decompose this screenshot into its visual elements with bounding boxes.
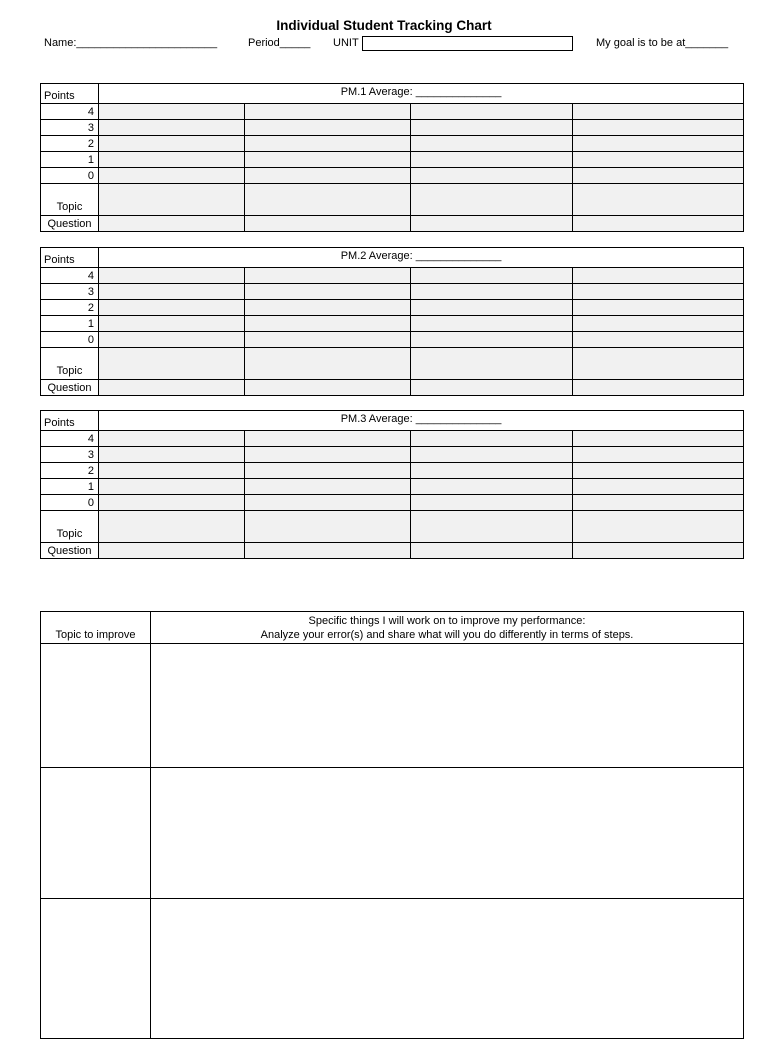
question-label: Question <box>41 216 99 232</box>
points-header: Points <box>41 411 99 431</box>
score-cell[interactable] <box>245 495 411 511</box>
improve-plan-cell[interactable] <box>151 899 744 1039</box>
score-cell[interactable] <box>99 479 245 495</box>
score-cell[interactable] <box>99 104 245 120</box>
question-cell[interactable] <box>245 380 411 396</box>
question-label: Question <box>41 543 99 559</box>
specific-header-line1: Specific things I will work on to improve my performance: <box>308 615 586 627</box>
level-label: 3 <box>41 447 99 463</box>
score-cell[interactable] <box>99 152 245 168</box>
score-cell[interactable] <box>573 120 744 136</box>
level-label: 2 <box>41 463 99 479</box>
score-cell[interactable] <box>411 284 573 300</box>
pm2-average-heading: PM.2 Average: ______________ <box>99 248 744 268</box>
pm3-average-heading: PM.3 Average: ______________ <box>99 411 744 431</box>
question-cell[interactable] <box>573 543 744 559</box>
unit-label: UNIT <box>333 37 359 49</box>
improve-topic-cell[interactable] <box>41 768 151 899</box>
score-cell[interactable] <box>411 104 573 120</box>
score-cell[interactable] <box>245 332 411 348</box>
topic-label: Topic <box>41 348 99 380</box>
score-cell[interactable] <box>245 104 411 120</box>
topic-cell[interactable] <box>245 511 411 543</box>
score-cell[interactable] <box>245 168 411 184</box>
score-cell[interactable] <box>99 447 245 463</box>
score-cell[interactable] <box>573 104 744 120</box>
question-cell[interactable] <box>245 216 411 232</box>
score-cell[interactable] <box>411 136 573 152</box>
score-cell[interactable] <box>573 495 744 511</box>
question-cell[interactable] <box>411 543 573 559</box>
score-cell[interactable] <box>573 447 744 463</box>
topic-cell[interactable] <box>99 348 245 380</box>
score-cell[interactable] <box>245 284 411 300</box>
topic-cell[interactable] <box>411 184 573 216</box>
question-cell[interactable] <box>573 216 744 232</box>
level-label: 3 <box>41 284 99 300</box>
score-cell[interactable] <box>245 300 411 316</box>
topic-cell[interactable] <box>411 511 573 543</box>
pm3-table <box>40 410 743 559</box>
question-cell[interactable] <box>99 543 245 559</box>
question-cell[interactable] <box>99 216 245 232</box>
topic-cell[interactable] <box>99 511 245 543</box>
name-field-label[interactable]: Name:_______________________ <box>44 37 218 49</box>
score-cell[interactable] <box>245 447 411 463</box>
level-label: 2 <box>41 136 99 152</box>
topic-cell[interactable] <box>573 348 744 380</box>
points-header: Points <box>41 84 99 104</box>
topic-cell[interactable] <box>573 511 744 543</box>
score-cell[interactable] <box>411 120 573 136</box>
score-cell[interactable] <box>411 152 573 168</box>
score-cell[interactable] <box>411 168 573 184</box>
score-cell[interactable] <box>99 136 245 152</box>
score-cell[interactable] <box>573 136 744 152</box>
score-cell[interactable] <box>573 152 744 168</box>
score-cell[interactable] <box>573 168 744 184</box>
level-label: 1 <box>41 152 99 168</box>
points-header: Points <box>41 248 99 268</box>
level-label: 4 <box>41 268 99 284</box>
topic-label: Topic <box>41 511 99 543</box>
score-cell[interactable] <box>411 431 573 447</box>
score-cell[interactable] <box>99 168 245 184</box>
score-cell[interactable] <box>411 332 573 348</box>
score-cell[interactable] <box>573 479 744 495</box>
improve-plan-cell[interactable] <box>151 644 744 768</box>
score-cell[interactable] <box>573 431 744 447</box>
score-cell[interactable] <box>99 300 245 316</box>
page-title: Individual Student Tracking Chart <box>276 18 492 33</box>
question-cell[interactable] <box>411 216 573 232</box>
score-cell[interactable] <box>411 316 573 332</box>
score-cell[interactable] <box>99 268 245 284</box>
score-cell[interactable] <box>411 479 573 495</box>
score-cell[interactable] <box>99 120 245 136</box>
score-cell[interactable] <box>411 268 573 284</box>
score-cell[interactable] <box>573 268 744 284</box>
improve-topic-cell[interactable] <box>41 644 151 768</box>
period-field-label[interactable]: Period_____ <box>248 37 311 49</box>
score-cell[interactable] <box>411 463 573 479</box>
improve-topic-cell[interactable] <box>41 899 151 1039</box>
improvement-table <box>40 611 744 1039</box>
score-cell[interactable] <box>245 479 411 495</box>
score-cell[interactable] <box>411 447 573 463</box>
level-label: 1 <box>41 479 99 495</box>
goal-field-label[interactable]: My goal is to be at_______ <box>596 37 729 49</box>
topic-cell[interactable] <box>245 348 411 380</box>
score-cell[interactable] <box>245 316 411 332</box>
score-cell[interactable] <box>245 268 411 284</box>
score-cell[interactable] <box>573 284 744 300</box>
question-cell[interactable] <box>245 543 411 559</box>
level-label: 1 <box>41 316 99 332</box>
score-cell[interactable] <box>99 431 245 447</box>
level-label: 4 <box>41 104 99 120</box>
topic-to-improve-header: Topic to improve <box>41 612 151 644</box>
specific-header-line2: Analyze your error(s) and share what will you do differently in terms of steps. <box>260 629 634 641</box>
topic-cell[interactable] <box>411 348 573 380</box>
level-label: 0 <box>41 332 99 348</box>
score-cell[interactable] <box>245 120 411 136</box>
question-cell[interactable] <box>573 380 744 396</box>
specific-things-header <box>151 612 744 644</box>
score-cell[interactable] <box>573 332 744 348</box>
topic-cell[interactable] <box>573 184 744 216</box>
level-label: 0 <box>41 495 99 511</box>
level-label: 4 <box>41 431 99 447</box>
score-cell[interactable] <box>573 316 744 332</box>
score-cell[interactable] <box>99 332 245 348</box>
unit-input-box[interactable] <box>362 36 573 51</box>
topic-cell[interactable] <box>245 184 411 216</box>
pm2-table <box>40 247 743 396</box>
question-cell[interactable] <box>99 380 245 396</box>
question-cell[interactable] <box>411 380 573 396</box>
topic-cell[interactable] <box>99 184 245 216</box>
pm1-table <box>40 83 743 232</box>
score-cell[interactable] <box>245 136 411 152</box>
score-cell[interactable] <box>245 152 411 168</box>
score-cell[interactable] <box>573 300 744 316</box>
score-cell[interactable] <box>245 431 411 447</box>
score-cell[interactable] <box>99 284 245 300</box>
pm1-average-heading: PM.1 Average: ______________ <box>99 84 744 104</box>
level-label: 3 <box>41 120 99 136</box>
score-cell[interactable] <box>245 463 411 479</box>
level-label: 2 <box>41 300 99 316</box>
score-cell[interactable] <box>99 463 245 479</box>
topic-label: Topic <box>41 184 99 216</box>
improve-plan-cell[interactable] <box>151 768 744 899</box>
score-cell[interactable] <box>99 316 245 332</box>
score-cell[interactable] <box>411 300 573 316</box>
score-cell[interactable] <box>411 495 573 511</box>
score-cell[interactable] <box>99 495 245 511</box>
question-label: Question <box>41 380 99 396</box>
level-label: 0 <box>41 168 99 184</box>
score-cell[interactable] <box>573 463 744 479</box>
